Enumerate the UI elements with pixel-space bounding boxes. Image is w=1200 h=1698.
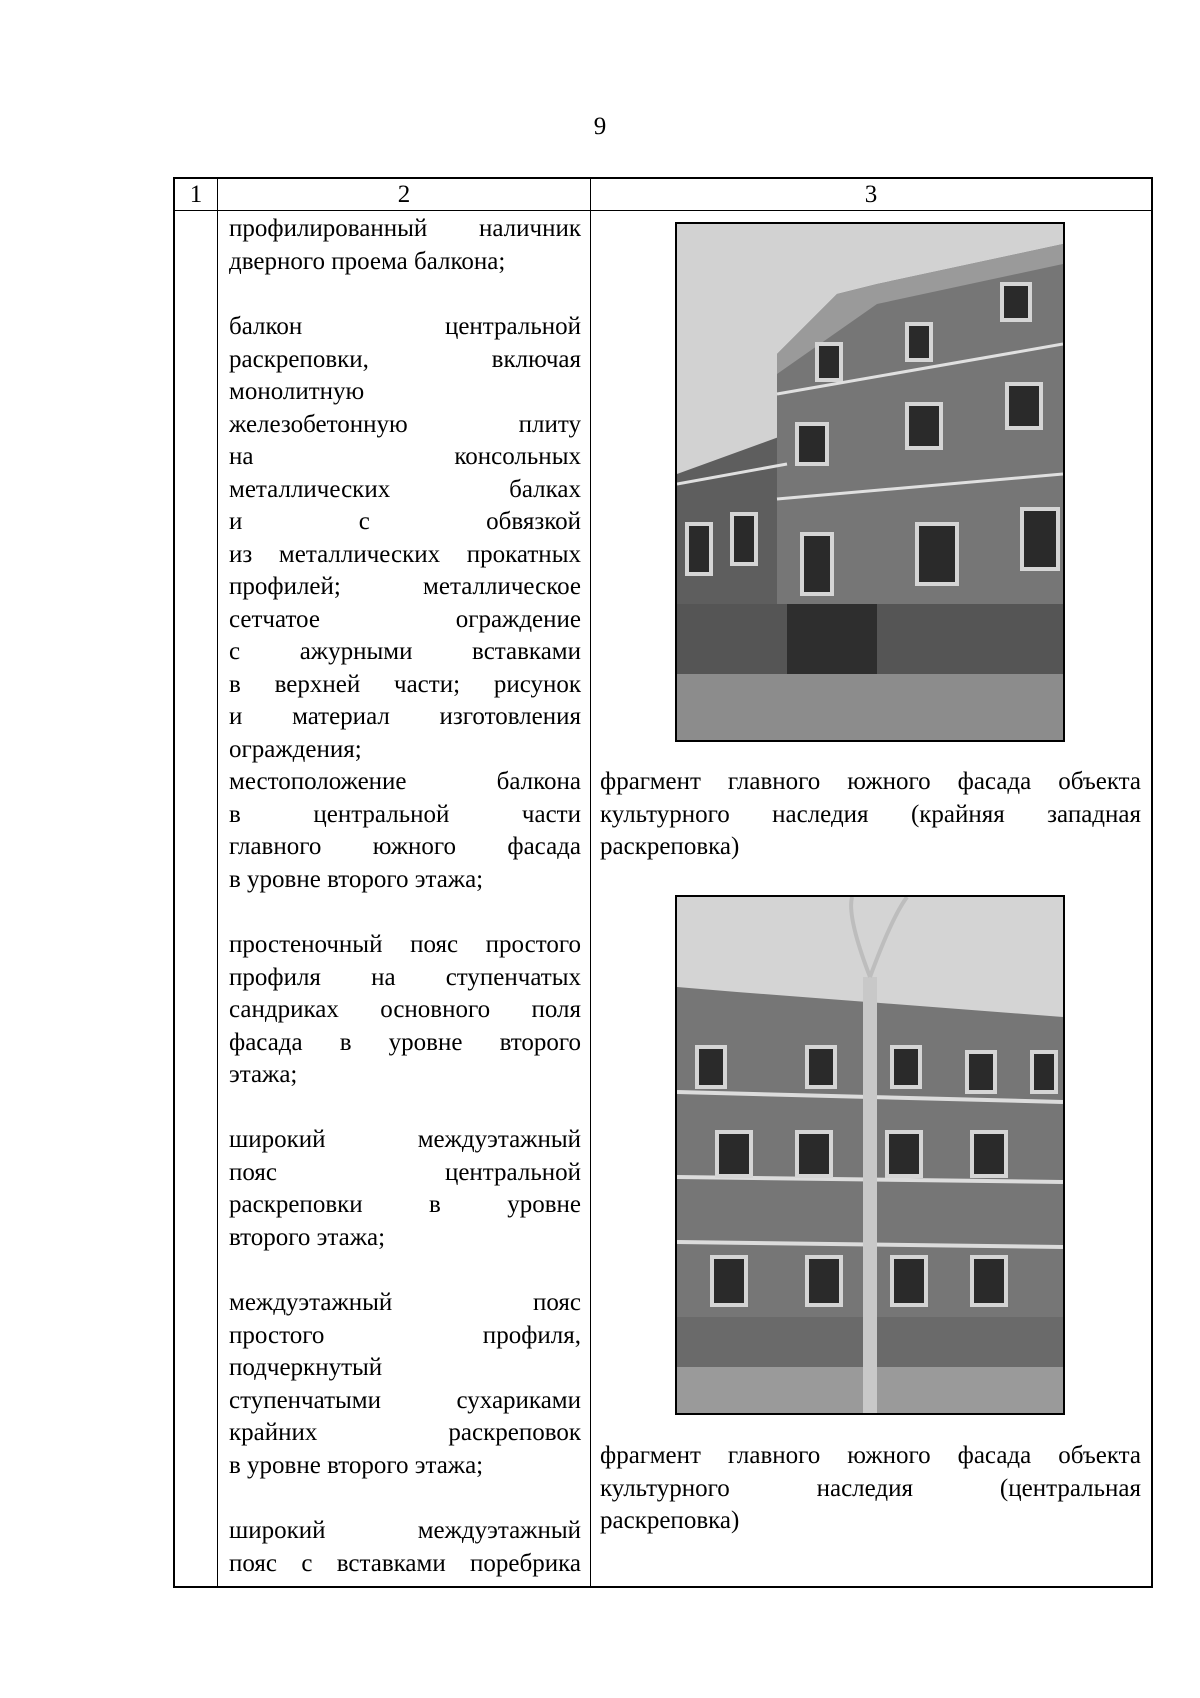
text-line: в уровне второго этажа; [229,1451,484,1479]
table-border-bottom [173,1586,1153,1588]
text-line: в уровне второго этажа; [229,865,484,893]
text-line: металлических балках [229,475,581,503]
column-header-2: 2 [397,181,411,208]
text-line: раскреповка) [600,1507,740,1534]
text-line: второго этажа; [229,1223,386,1251]
text-line: простого профиля, [229,1321,581,1349]
facade-central-photo [675,895,1065,1415]
table-border-left [173,177,175,1588]
text-line: раскреповка) [600,833,740,860]
text-line: ступенчатыми сухариками [229,1386,581,1414]
text-line: в центральной части [229,800,581,828]
table-column-divider-2 [590,177,591,1588]
paragraph-balcony-description [229,311,581,766]
text-line: балкон центральной [229,313,581,340]
paragraph-simple-belt [229,1287,581,1482]
paragraph-wall-belt [229,929,581,1092]
paragraph-balcony-location [229,766,581,896]
text-line: из металлических прокатных [229,540,581,568]
facade-west-photo [675,222,1065,742]
text-line: и с обвязкой [229,508,581,535]
text-line: культурного наследия (центральная [600,1474,1141,1502]
caption-west-facade [600,766,1141,864]
table-border-right [1151,177,1153,1588]
text-line: широкий междуэтажный [229,1126,581,1153]
page-number: 9 [593,113,607,140]
text-line: крайних раскреповок [229,1419,581,1446]
column-header-1: 1 [189,181,203,208]
text-line: широкий междуэтажный [229,1517,581,1544]
text-line: простеночный пояс простого [229,931,581,958]
text-line: монолитную [229,378,365,405]
text-line: дверного проема балкона; [229,247,506,275]
text-line: профилей; металлическое [229,573,581,600]
column-header-3: 3 [864,181,878,208]
table-column-divider-1 [217,177,218,1588]
text-line: с ажурными вставками [229,638,581,665]
text-line: на консольных [229,443,581,470]
text-line: профилированный наличник [229,215,581,242]
text-line: сетчатое ограждение [229,605,581,633]
text-line: в верхней части; рисунок [229,670,581,698]
paragraph-door-casing [229,213,581,278]
text-line: ограждения; [229,735,362,763]
paragraph-wide-belt [229,1124,581,1254]
text-line: фрагмент главного южного фасада объекта [600,768,1141,795]
text-line: раскреповки, включая [229,345,581,373]
text-line: раскреповки в уровне [229,1191,581,1218]
text-line: главного южного фасада [229,833,581,860]
text-line: междуэтажный пояс [229,1289,581,1316]
text-line: профиля на ступенчатых [229,963,581,991]
text-line: пояс с вставками поребрика [229,1549,581,1577]
text-line: культурного наследия (крайняя западная [600,800,1141,828]
caption-central-facade [600,1440,1141,1538]
text-line: железобетонную плиту [229,410,581,438]
text-line: подчеркнутый [229,1354,383,1381]
text-line: пояс центральной [229,1158,581,1186]
text-line: и материал изготовления [229,703,581,730]
text-line: сандриках основного поля [229,996,581,1023]
text-line: фрагмент главного южного фасада объекта [600,1442,1141,1469]
text-line: местоположение балкона [229,768,581,795]
facade-central-image [677,897,1063,1413]
text-line: этажа; [229,1061,298,1088]
paragraph-curb-belt [229,1515,581,1580]
text-line: фасада в уровне второго [229,1028,581,1056]
facade-west-image [677,224,1063,740]
